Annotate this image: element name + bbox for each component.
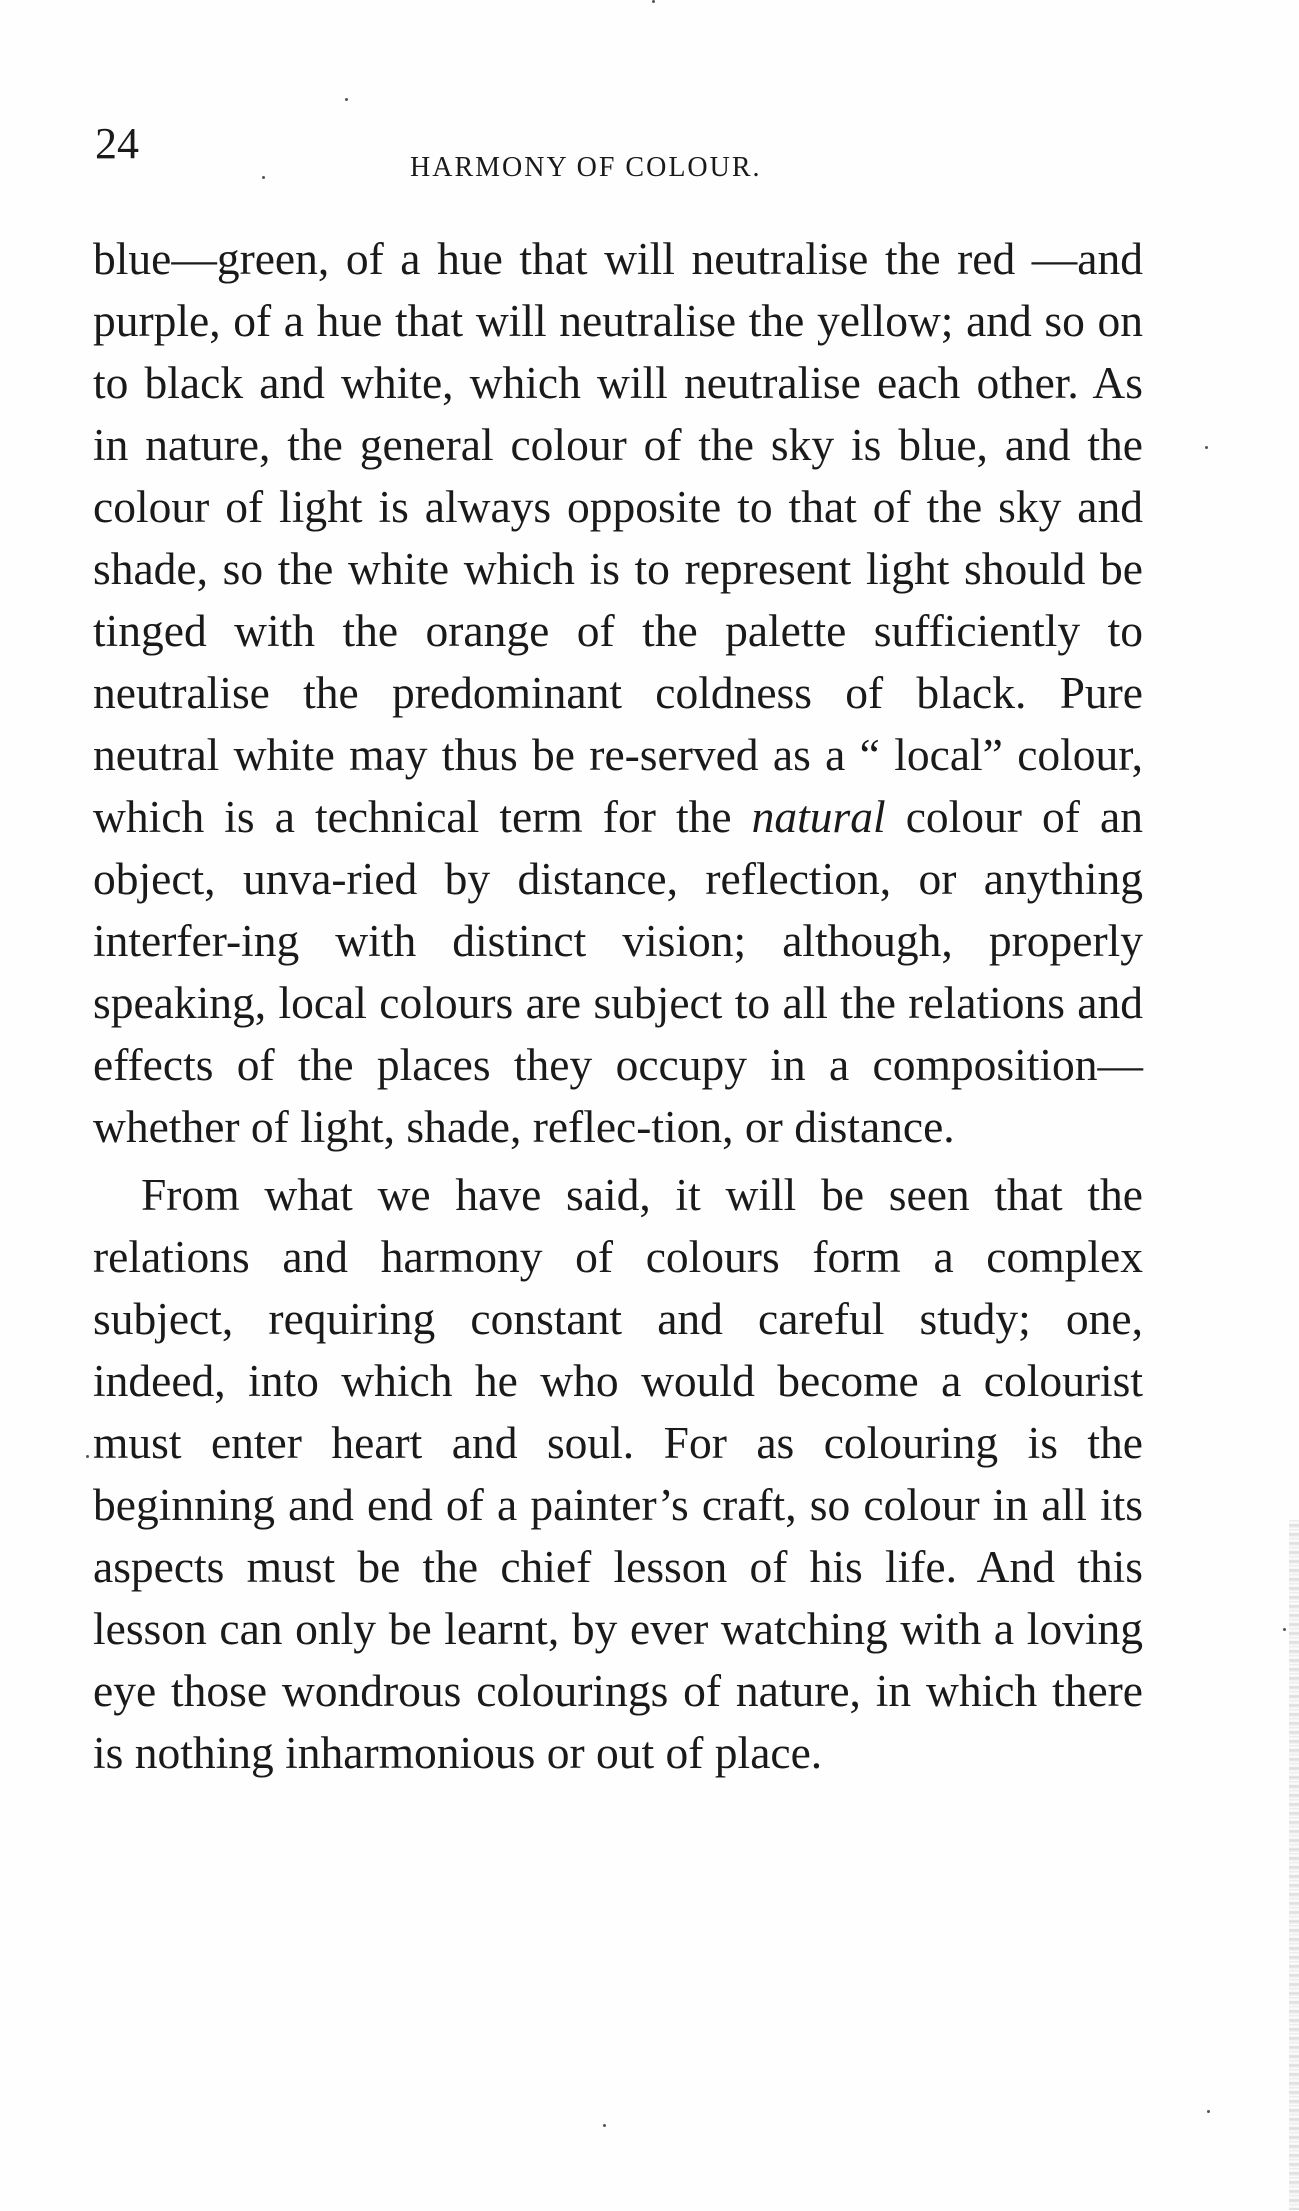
- body-text: [93, 228, 1143, 1784]
- running-head: [95, 118, 1145, 183]
- paragraph-1: [93, 228, 1143, 1158]
- paragraph-2: From what we have said, it will be seen that the relations and harmony of colours form a complex subject, requiring constant and careful study; one, indeed, into which he who would become a colourist must enter heart and soul. For as colouring is the beginning and end of a painter’s craft, so colour in all its aspects must be the chief lesson of his life. And this lesson can only be learnt, by ever watching with a loving eye those wondrous colourings of nature, in which there is nothing inharmonious or out of place.: [93, 1169, 1143, 1778]
- scan-speck: [1205, 446, 1208, 449]
- scan-speck: [86, 1455, 89, 1458]
- scan-speck: [652, 0, 655, 3]
- paragraph-1-text-b: colour of an object, unva-ried by distance, reflection, or anything interfer-ing with distinct vision; although, properly speaking, local colours are subject to all the relations and effects of the places they occupy in a composition—whether of light, shade, reflec-tion, or distance.: [93, 791, 1143, 1152]
- scan-speck: [603, 2124, 606, 2127]
- scan-speck: [345, 98, 348, 101]
- scan-speck: [262, 176, 265, 179]
- page-edge-shadow: [1289, 1520, 1299, 2210]
- scan-speck: [1207, 2110, 1210, 2113]
- emphasis-natural: natural: [751, 791, 886, 842]
- running-title: HARMONY OF COLOUR.: [410, 152, 762, 183]
- paragraph-1-text-a: blue—green, of a hue that will neutralise the red —and purple, of a hue that will neutralise the yellow; and so on to black and white, which will neutralise each other. As in nature, the general colour of the sky is blue, and the colour of light is always opposite to that of the sky and shade, so the white which is to represent light should be tinged with the orange of the palette sufficiently to neutralise the predominant coldness of black. Pure neutral white may thus be re-served as a “ local” colour, which is a technical term for the: [93, 233, 1143, 842]
- page-number: 24: [95, 119, 139, 168]
- scan-speck: [1283, 1628, 1286, 1631]
